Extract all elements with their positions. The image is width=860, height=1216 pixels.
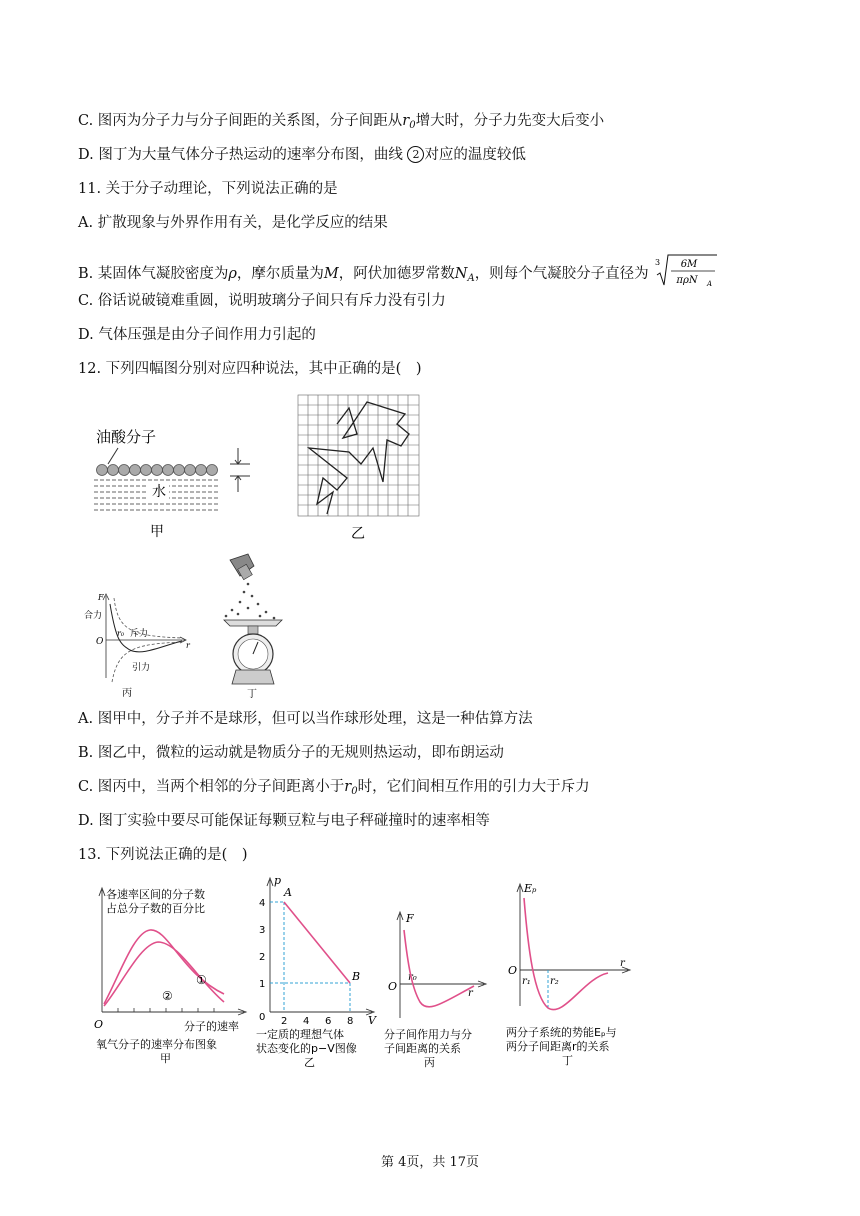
page-footer: 第 4页，共 17页 — [380, 1155, 480, 1170]
yi-V-axis: V — [368, 1014, 376, 1027]
bing-F-axis: F — [406, 912, 414, 925]
ding-caption-1: 两分子系统的势能Eₚ与 — [506, 1026, 617, 1039]
figure-13-ding — [504, 878, 644, 1070]
root-denominator: πρN — [676, 275, 698, 286]
jia-origin: O — [94, 1018, 104, 1031]
ding-r1: r₁ — [522, 976, 531, 987]
yi-p-axis: p — [274, 874, 282, 887]
yi-caption-1: 一定质的理想气体 — [256, 1028, 344, 1041]
figure-12-bing — [82, 590, 192, 700]
curve-label-1: ① — [196, 973, 207, 987]
jia-caption-1: 氧气分子的速率分布图象 — [96, 1038, 217, 1051]
bing-origin: O — [388, 980, 398, 993]
option-11a: A. 扩散现象与外界作用有关，是化学反应的结果 — [78, 215, 388, 231]
jia-x-label: 分子的速率 — [184, 1020, 239, 1033]
option-12a: A. 图甲中，分子并不是球形，但可以当作球形处理，这是一种估算方法 — [78, 711, 533, 727]
ding-r2: r₂ — [550, 976, 559, 987]
yi-tick-x6: 6 — [325, 1016, 332, 1027]
curve-label-2: ② — [162, 989, 173, 1003]
option-10d: D. 图丁为大量气体分子热运动的速率分布图，曲线 2 对应的温度较低 — [78, 147, 526, 163]
bing-r0: r₀ — [408, 972, 417, 983]
option-11d: D. 气体压强是由分子间作用力引起的 — [78, 327, 316, 343]
jia-title-2: 占总分子数的百分比 — [106, 902, 205, 915]
question-13: 13. 下列说法正确的是( ) — [78, 847, 248, 863]
yi-tick-y3: 3 — [259, 925, 266, 936]
ding-caption-3: 丁 — [562, 1054, 573, 1067]
option-12d: D. 图丁实验中要尽可能保证每颗豆粒与电子秤碰撞时的速率相等 — [78, 813, 490, 829]
yi-point-A: A — [284, 886, 292, 899]
label-water: 水 — [152, 484, 166, 500]
yi-caption-2: 状态变化的p−V图像 — [256, 1042, 357, 1055]
figure-13-bing — [384, 906, 494, 1070]
ding-r-axis: r — [620, 958, 625, 969]
root-denominator-sub: A — [707, 280, 713, 288]
yi-tick-x8: 8 — [347, 1016, 354, 1027]
bing-caption-2: 子间距离的关系 — [384, 1042, 461, 1055]
yi-point-B: B — [352, 970, 361, 983]
label-repulsion: 斥力 — [130, 629, 149, 639]
yi-tick-y2: 2 — [259, 952, 266, 963]
caption-ding: 丁 — [247, 689, 257, 698]
label-attraction: 引力 — [132, 663, 151, 673]
figure-13-yi — [254, 872, 380, 1068]
option-11b: B. 某固体气凝胶密度为ρ，摩尔质量为M，阿伏加德罗常数$N_A$，则每个气凝胶分子直径为 3 6M πρN A — [78, 253, 717, 295]
ding-Ep-axis: Eₚ — [524, 882, 537, 895]
figure-12-ding — [218, 552, 288, 698]
ding-origin: O — [508, 964, 518, 977]
caption-yi: 乙 — [351, 526, 365, 542]
label-origin: O — [96, 637, 104, 647]
ding-caption-2: 两分子间距离r的关系 — [506, 1040, 610, 1053]
option-12c: C. 图丙中，当两个相邻的分子间距离小于$r_0$时，它们间相互作用的引力大于斥力 — [78, 779, 590, 797]
label-F: F — [98, 593, 104, 602]
caption-bing: 丙 — [122, 688, 132, 699]
jia-caption-2: 甲 — [160, 1052, 171, 1065]
question-11: 11. 关于分子动理论，下列说法正确的是 — [78, 181, 338, 197]
yi-tick-x2: 2 — [281, 1016, 288, 1027]
yi-tick-x4: 4 — [303, 1016, 310, 1027]
figure-12-jia — [92, 420, 262, 540]
yi-tick-y4: 4 — [259, 898, 266, 909]
bing-caption-3: 丙 — [424, 1056, 435, 1069]
figure-12-yi — [297, 394, 422, 544]
option-10c: C. 图丙为分子力与分子间距的关系图，分子间距从$r_0$增大时，分子力先变大后变小 — [78, 113, 605, 131]
circled-number: 2 — [407, 146, 424, 163]
figure-13-jia — [90, 884, 250, 1070]
option-11c: C. 俗话说破镜难重圆，说明玻璃分子间只有斥力没有引力 — [78, 293, 446, 309]
bing-caption-1: 分子间作用力与分 — [384, 1028, 472, 1041]
yi-tick-y1: 1 — [259, 979, 266, 990]
cube-root-formula — [655, 253, 717, 295]
label-resultant: 合力 — [84, 611, 103, 621]
option-12b: B. 图乙中，微粒的运动就是物质分子的无规则热运动，即布朗运动 — [78, 745, 504, 761]
label-oleic-molecule: 油酸分子 — [96, 428, 157, 446]
yi-caption-3: 乙 — [304, 1056, 315, 1068]
yi-origin: 0 — [259, 1012, 266, 1023]
jia-title-1: 各速率区间的分子数 — [106, 888, 205, 901]
root-index: 3 — [655, 258, 661, 267]
caption-jia: 甲 — [150, 524, 164, 540]
bing-r-axis: r — [468, 988, 473, 999]
label-r: r — [186, 641, 190, 650]
question-12: 12. 下列四幅图分别对应四种说法，其中正确的是( ) — [78, 361, 422, 377]
label-r0: r₀ — [117, 629, 125, 638]
root-numerator: 6M — [680, 259, 698, 270]
